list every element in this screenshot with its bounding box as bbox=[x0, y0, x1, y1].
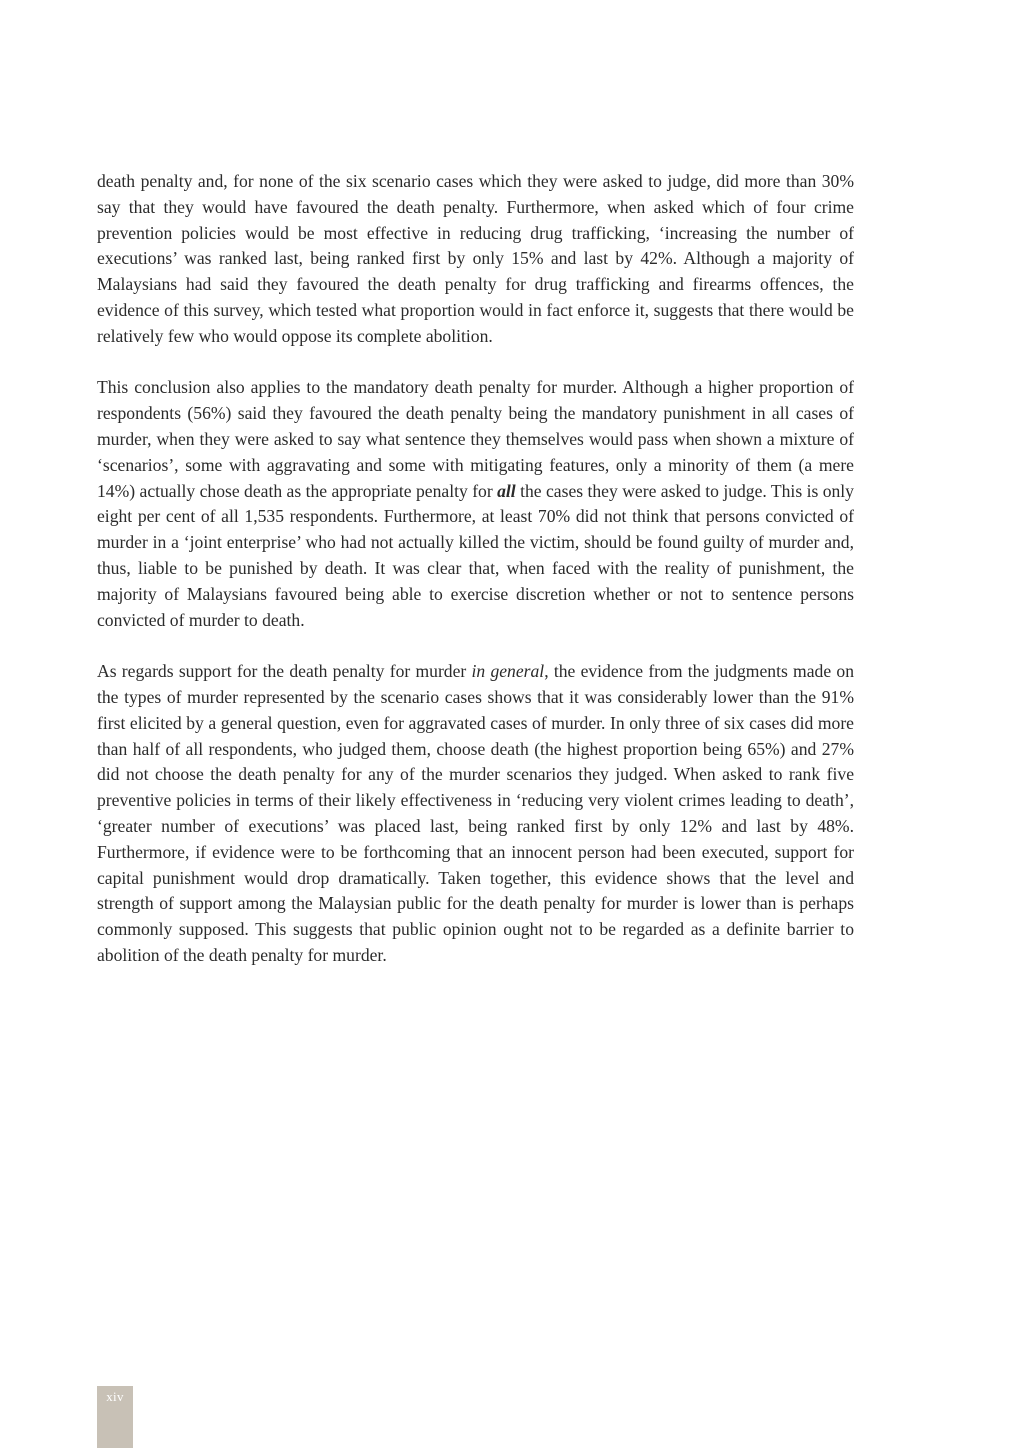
body-text bbox=[97, 169, 854, 995]
paragraph-2-text-end: the cases they were asked to judge. This is only eight per cent of all 1,535 respondents. Furthermore, at least 70% did not think that persons convicted of murder in a ‘joint enterprise’ who had not actually killed the victim, should be found guilty of murder and, thus, liable to be punished by death. It was clear that, when faced with the reality of punishment, the majority of Malaysians favoured being able to exercise discretion whether or not to sentence persons convicted of murder to death. bbox=[97, 480, 854, 630]
paragraph-3 bbox=[97, 659, 854, 969]
emphasis-in-general: in general bbox=[471, 661, 545, 682]
paragraph-3-text-start: As regards support for the death penalty for murder bbox=[97, 661, 472, 682]
paragraph-1 bbox=[97, 169, 854, 350]
emphasis-all: all bbox=[497, 480, 516, 501]
paragraph-2 bbox=[97, 375, 854, 633]
page-number: xiv bbox=[106, 1389, 124, 1404]
page-number-tab bbox=[97, 1386, 133, 1448]
paragraph-2-text-start: This conclusion also applies to the mandatory death penalty for murder. Although a higher proportion of respondents (56%) said they favoured the death penalty being the mandatory punishment in all cases of murder, when they were asked to say what sentence they themselves would pass when shown a mixture of ‘scenarios’, some with aggravating and some with mitigating features, only a minority of them (a mere 14%) actually chose death as the appropriate penalty for bbox=[97, 377, 854, 501]
paragraph-1-text: death penalty and, for none of the six scenario cases which they were asked to judge, did more than 30% say that they would have favoured the death penalty. Furthermore, when asked which of four crime prevention policies would be most effective in reducing drug trafficking, ‘increasing the number of executions’ was ranked last, being ranked first by only 15% and last by 42%. Although a majority of Malaysians had said they favoured the death penalty for drug trafficking and firearms offences, the evidence of this survey, which tested what proportion would in fact enforce it, suggests that there would be relatively few who would oppose its complete abolition. bbox=[97, 171, 854, 346]
paragraph-3-text-end: , the evidence from the judgments made on the types of murder represented by the scenario cases shows that it was considerably lower than the 91% first elicited by a general question, even for aggravated cases of murder. In only three of six cases did more than half of all respondents, who judged them, choose death (the highest proportion being 65%) and 27% did not choose the death penalty for any of the murder scenarios they judged. When asked to rank five preventive policies in terms of their likely effectiveness in ‘reducing very violent crimes leading to death’, ‘greater number of executions’ was placed last, being ranked first by only 12% and last by 48%. Furthermore, if evidence were to be forthcoming that an innocent person had been executed, support for capital punishment would drop dramatically. Taken together, this evidence shows that the level and strength of support among the Malaysian public for the death penalty for murder is lower than is perhaps commonly supposed. This suggests that public opinion ought not to be regarded as a definite barrier to abolition of the death penalty for murder. bbox=[97, 661, 854, 965]
